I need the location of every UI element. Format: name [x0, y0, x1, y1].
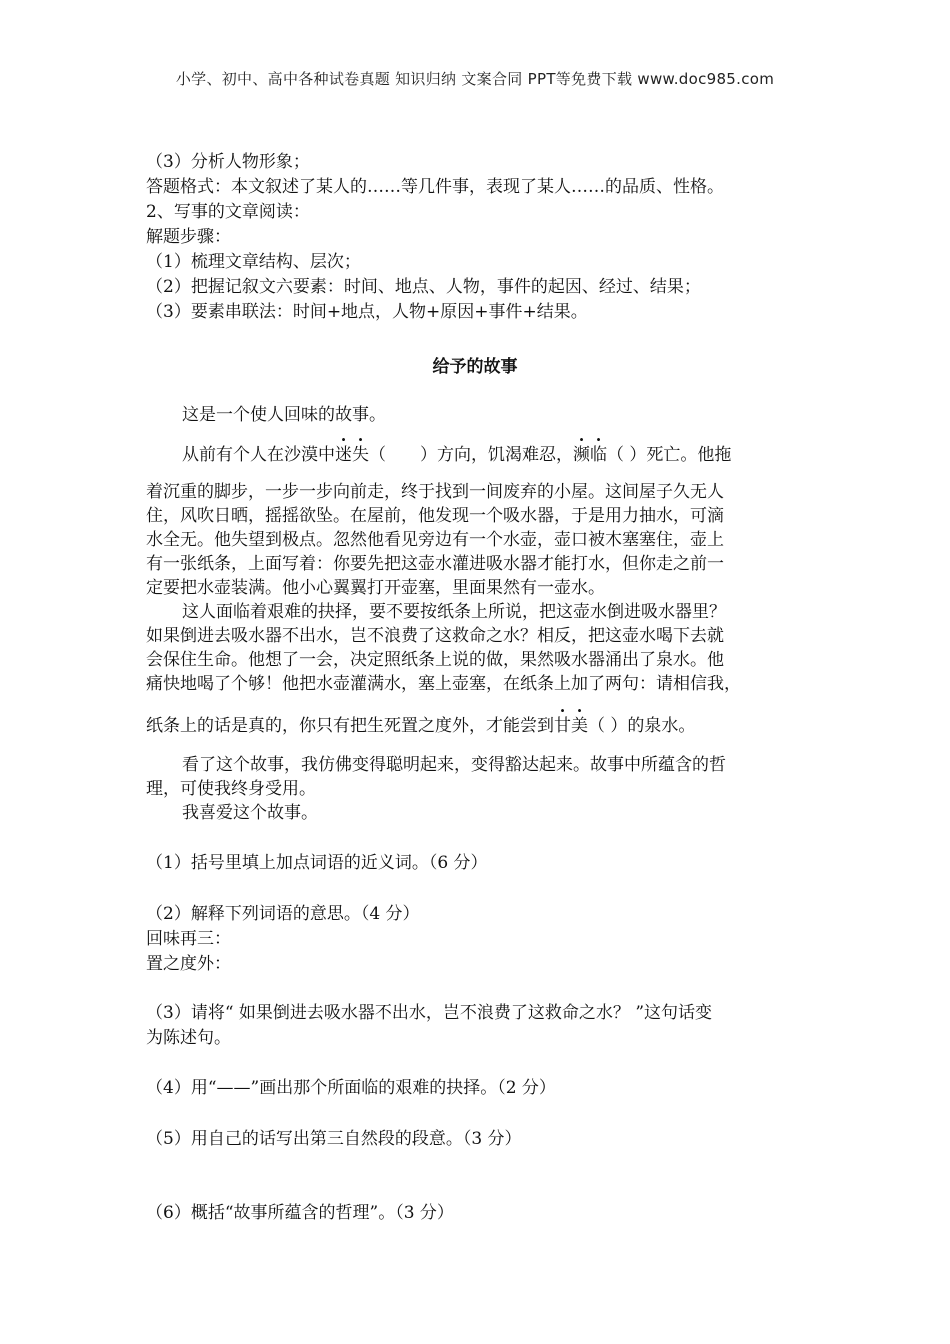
story-line: 看了这个故事，我仿佛变得聪明起来，变得豁达起来。故事中所蕴含的哲 [182, 755, 726, 775]
story-title: 给予的故事 [432, 357, 518, 377]
story-text: （ ）方向，饥渴难忍， [369, 445, 573, 465]
dotted-char: 濒 [573, 445, 590, 465]
question-2-item: 回味再三： [146, 929, 231, 949]
question-2: （2）解释下列词语的意思。（4 分） [146, 904, 420, 924]
dotted-char: 迷 [335, 445, 352, 465]
dotted-word-3 [554, 716, 588, 736]
question-3-cont: 为陈述句。 [146, 1028, 231, 1048]
intro-line: （2）把握记叙文六要素：时间、地点、人物，事件的起因、经过、结果； [146, 277, 701, 297]
story-line: 着沉重的脚步，一步一步向前走，终于找到一间废弃的小屋。这间屋子久无人 [146, 482, 724, 502]
story-line: 我喜爱这个故事。 [182, 803, 318, 823]
intro-line: （3）分析人物形象； [146, 152, 310, 172]
question-1: （1）括号里填上加点词语的近义词。（6 分） [146, 853, 488, 873]
dotted-word-1 [335, 445, 369, 465]
intro-line: 解题步骤： [146, 227, 231, 247]
intro-line: 2、写事的文章阅读： [146, 202, 310, 222]
story-text: （ ）的泉水。 [588, 716, 696, 736]
question-5: （5）用自己的话写出第三自然段的段意。（3 分） [146, 1129, 522, 1149]
story-line: 如果倒进去吸水器不出水，岂不浪费了这救命之水？相反，把这壶水喝下去就 [146, 626, 724, 646]
story-paragraph [182, 440, 731, 465]
story-line: 理，可使我终身受用。 [146, 779, 316, 799]
story-line: 痛快地喝了个够！他把水壶灌满水，塞上壶塞，在纸条上加了两句：请相信我， [146, 674, 741, 694]
story-text: （ ）死亡。他拖 [607, 445, 732, 465]
intro-line: 答题格式：本文叙述了某人的……等几件事，表现了某人……的品质、性格。 [146, 177, 724, 197]
question-2-item: 置之度外： [146, 954, 231, 974]
question-4: （4）用“——”画出那个所面临的艰难的抉择。（2 分） [146, 1078, 556, 1098]
intro-block [146, 150, 816, 325]
intro-line: （1）梳理文章结构、层次； [146, 252, 361, 272]
story-text: 纸条上的话是真的，你只有把生死置之度外，才能尝到 [146, 716, 554, 736]
story-paragraph [146, 711, 695, 736]
page-header: 小学、初中、高中各种试卷真题 知识归纳 文案合同 PPT等免费下载 www.doc985.com [175, 70, 775, 88]
intro-line: （3）要素串联法：时间+地点，人物+原因+事件+结果。 [146, 302, 588, 322]
question-6: （6）概括“故事所蕴含的哲理”。（3 分） [146, 1203, 454, 1223]
dotted-char: 临 [590, 445, 607, 465]
story-text: 从前有个人在沙漠中 [182, 445, 335, 465]
dotted-char: 失 [352, 445, 369, 465]
story-line: 水全无。他失望到极点。忽然他看见旁边有一个水壶，壶口被木塞塞住，壶上 [146, 530, 724, 550]
dotted-word-2 [573, 445, 607, 465]
dotted-char: 甘 [554, 716, 571, 736]
story-line: 会保住生命。他想了一会，决定照纸条上说的做，果然吸水器涌出了泉水。他 [146, 650, 724, 670]
question-3: （3）请将“ 如果倒进去吸水器不出水，岂不浪费了这救命之水？ ”这句话变 [146, 1003, 713, 1023]
story-line: 这人面临着艰难的抉择，要不要按纸条上所说，把这壶水倒进吸水器里？ [182, 602, 726, 622]
dotted-char: 美 [571, 716, 588, 736]
story-line: 住，风吹日晒，摇摇欲坠。在屋前，他发现一个吸水器，于是用力抽水，可滴 [146, 506, 724, 526]
story-paragraph: 这是一个使人回味的故事。 [182, 405, 386, 425]
story-line: 有一张纸条，上面写着：你要先把这壶水灌进吸水器才能打水，但你走之前一 [146, 554, 724, 574]
story-line: 定要把水壶装满。他小心翼翼打开壶塞，里面果然有一壶水。 [146, 578, 605, 598]
